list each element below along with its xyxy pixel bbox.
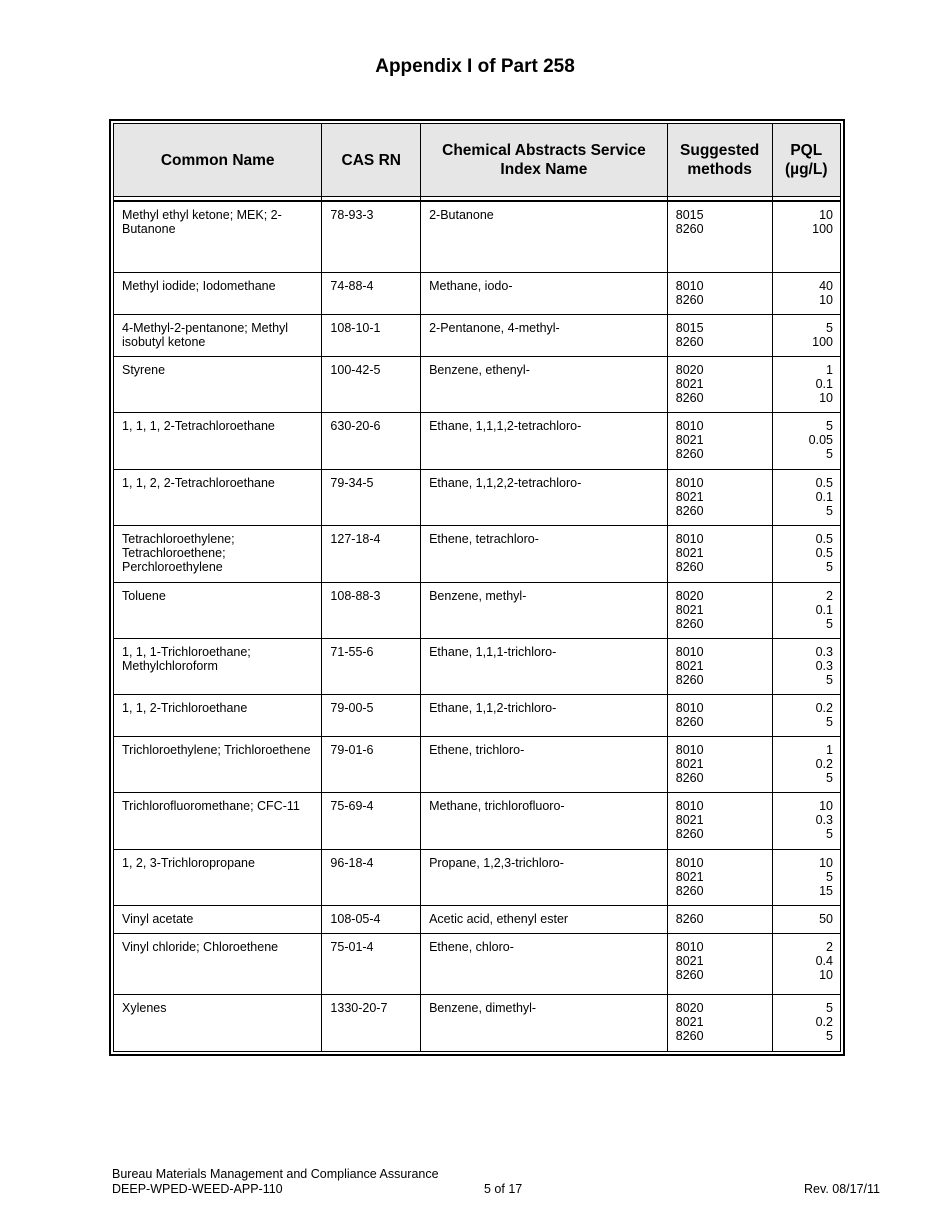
cell-methods-value: 8260: [675, 559, 704, 574]
cell-pql: [772, 314, 841, 356]
cell-methods-value: 8260: [675, 911, 704, 926]
table-row: [114, 356, 841, 412]
cell-methods-value: 8010: [675, 644, 704, 659]
cell-pql-value: 0.3: [815, 658, 833, 673]
cell-methods-value: 8020: [675, 1000, 704, 1015]
cell-index-name: Methane, trichlorofluoro-: [421, 792, 668, 849]
cell-methods: [667, 201, 772, 272]
cell-pql-value: 0.1: [815, 602, 833, 617]
footer-doc-id: DEEP-WPED-WEED-APP-110: [112, 1182, 283, 1196]
cell-pql-value: 5: [826, 1028, 833, 1043]
cell-index-name: Ethane, 1,1,1,2-tetrachloro-: [421, 412, 668, 469]
cell-methods-value: 8015: [675, 320, 704, 335]
cell-index-name: Ethene, chloro-: [421, 933, 668, 994]
cell-index-name: Ethane, 1,1,1-trichloro-: [421, 638, 668, 694]
cell-cas-rn: 75-01-4: [322, 933, 421, 994]
cell-pql-value: 0.5: [815, 531, 833, 546]
cell-index-name: Acetic acid, ethenyl ester: [421, 905, 668, 933]
table-row: [114, 933, 841, 994]
cell-methods-value: 8020: [675, 588, 704, 603]
cell-pql-value: 10: [819, 967, 833, 982]
cell-pql: [772, 272, 841, 314]
cell-common-name: Styrene: [114, 356, 322, 412]
cell-methods-value: 8021: [675, 602, 704, 617]
cell-methods-value: 8260: [675, 770, 704, 785]
cell-methods-value: 8010: [675, 278, 704, 293]
cell-methods-value: 8260: [675, 334, 704, 349]
header-cas-rn: CAS RN: [322, 124, 421, 197]
cell-cas-rn: 79-34-5: [322, 469, 421, 525]
cell-methods-value: 8260: [675, 1028, 704, 1043]
cell-pql-value: 0.2: [815, 1014, 833, 1029]
cell-common-name: Methyl iodide; Iodomethane: [114, 272, 322, 314]
cell-methods-value: 8021: [675, 489, 704, 504]
cell-methods: [667, 356, 772, 412]
cell-cas-rn: 79-01-6: [322, 736, 421, 792]
cell-common-name: Trichloroethylene; Trichloroethene: [114, 736, 322, 792]
cell-pql-value: 10: [819, 390, 833, 405]
cell-index-name: 2-Pentanone, 4-methyl-: [421, 314, 668, 356]
cell-methods: [667, 792, 772, 849]
cell-index-name: Benzene, methyl-: [421, 582, 668, 638]
header-pql: PQL (µg/L): [772, 124, 841, 197]
cell-cas-rn: 630-20-6: [322, 412, 421, 469]
cell-pql-value: 0.2: [815, 756, 833, 771]
cell-methods: [667, 638, 772, 694]
cell-common-name: 1, 1, 2-Trichloroethane: [114, 694, 322, 736]
cell-pql-value: 5: [826, 672, 833, 687]
table-row: [114, 469, 841, 525]
cell-pql-value: 5: [826, 869, 833, 884]
cell-common-name: Vinyl acetate: [114, 905, 322, 933]
cell-cas-rn: 108-10-1: [322, 314, 421, 356]
cell-methods-value: 8260: [675, 446, 704, 461]
table-row: [114, 314, 841, 356]
chemical-table-frame: [109, 119, 845, 1056]
cell-pql: [772, 905, 841, 933]
cell-methods: [667, 905, 772, 933]
cell-cas-rn: 71-55-6: [322, 638, 421, 694]
cell-common-name: Tetrachloroethylene; Tetrachloroethene; Perchloroethylene: [114, 525, 322, 582]
cell-methods-value: 8260: [675, 714, 704, 729]
cell-pql-value: 5: [826, 1000, 833, 1015]
cell-methods: [667, 933, 772, 994]
cell-pql-value: 0.1: [815, 376, 833, 391]
cell-common-name: Vinyl chloride; Chloroethene: [114, 933, 322, 994]
cell-index-name: Ethane, 1,1,2,2-tetrachloro-: [421, 469, 668, 525]
cell-methods-value: 8260: [675, 292, 704, 307]
cell-pql: [772, 694, 841, 736]
cell-methods-value: 8010: [675, 531, 704, 546]
table-header-row: [114, 124, 841, 197]
cell-pql-value: 5: [826, 616, 833, 631]
cell-methods: [667, 994, 772, 1051]
header-methods: Suggested methods: [667, 124, 772, 197]
cell-methods-value: 8260: [675, 967, 704, 982]
cell-common-name: Trichlorofluoromethane; CFC-11: [114, 792, 322, 849]
cell-methods-value: 8020: [675, 362, 704, 377]
cell-methods-value: 8021: [675, 545, 704, 560]
cell-pql: [772, 525, 841, 582]
cell-pql: [772, 638, 841, 694]
cell-pql: [772, 849, 841, 905]
cell-pql: [772, 582, 841, 638]
cell-index-name: Ethane, 1,1,2-trichloro-: [421, 694, 668, 736]
cell-methods-value: 8021: [675, 658, 704, 673]
cell-pql-value: 2: [826, 588, 833, 603]
cell-cas-rn: 96-18-4: [322, 849, 421, 905]
cell-index-name: Methane, iodo-: [421, 272, 668, 314]
cell-methods-value: 8010: [675, 418, 704, 433]
table-row: [114, 736, 841, 792]
cell-methods-value: 8260: [675, 616, 704, 631]
cell-methods-value: 8015: [675, 208, 704, 222]
table-row: [114, 582, 841, 638]
cell-methods: [667, 412, 772, 469]
cell-pql-value: 100: [812, 222, 833, 237]
cell-index-name: 2-Butanone: [421, 201, 668, 272]
cell-pql: [772, 412, 841, 469]
cell-pql-value: 5: [826, 770, 833, 785]
cell-methods: [667, 849, 772, 905]
cell-cas-rn: 100-42-5: [322, 356, 421, 412]
cell-methods: [667, 469, 772, 525]
table-row: [114, 849, 841, 905]
cell-pql-value: 1: [826, 362, 833, 377]
table-row: [114, 525, 841, 582]
cell-cas-rn: 1330-20-7: [322, 994, 421, 1051]
cell-cas-rn: 127-18-4: [322, 525, 421, 582]
table-row: [114, 905, 841, 933]
cell-pql-value: 5: [826, 446, 833, 461]
cell-pql-value: 40: [819, 278, 833, 293]
table-row: [114, 792, 841, 849]
table-row: [114, 272, 841, 314]
header-common-name: Common Name: [114, 124, 322, 197]
cell-cas-rn: 78-93-3: [322, 201, 421, 272]
cell-pql-value: 0.3: [815, 644, 833, 659]
cell-pql-value: 0.05: [808, 432, 833, 447]
cell-methods: [667, 272, 772, 314]
cell-methods: [667, 525, 772, 582]
table-row: [114, 994, 841, 1051]
cell-methods-value: 8021: [675, 756, 704, 771]
cell-pql-value: 100: [812, 334, 833, 349]
cell-common-name: Xylenes: [114, 994, 322, 1051]
table-row: [114, 638, 841, 694]
cell-common-name: 1, 1, 2, 2-Tetrachloroethane: [114, 469, 322, 525]
cell-pql-value: 5: [826, 714, 833, 729]
cell-common-name: 1, 1, 1-Trichloroethane; Methylchloroform: [114, 638, 322, 694]
cell-pql: [772, 201, 841, 272]
cell-common-name: 4-Methyl-2-pentanone; Methyl isobutyl ketone: [114, 314, 322, 356]
cell-index-name: Propane, 1,2,3-trichloro-: [421, 849, 668, 905]
footer-org: Bureau Materials Management and Compliance Assurance: [112, 1167, 439, 1181]
cell-methods-value: 8021: [675, 812, 704, 827]
cell-methods-value: 8021: [675, 376, 704, 391]
cell-methods-value: 8260: [675, 222, 704, 237]
cell-cas-rn: 79-00-5: [322, 694, 421, 736]
cell-methods: [667, 314, 772, 356]
cell-pql-value: 10: [819, 798, 833, 813]
cell-methods-value: 8010: [675, 742, 704, 757]
cell-pql-value: 0.1: [815, 489, 833, 504]
cell-methods-value: 8260: [675, 503, 704, 518]
cell-common-name: Toluene: [114, 582, 322, 638]
cell-methods-value: 8260: [675, 390, 704, 405]
cell-pql-value: 10: [819, 855, 833, 870]
cell-cas-rn: 108-05-4: [322, 905, 421, 933]
cell-pql: [772, 356, 841, 412]
cell-methods-value: 8010: [675, 700, 704, 715]
cell-pql-value: 0.2: [815, 700, 833, 715]
cell-methods: [667, 736, 772, 792]
cell-pql-value: 5: [826, 503, 833, 518]
cell-methods-value: 8260: [675, 672, 704, 687]
cell-pql-value: 0.3: [815, 812, 833, 827]
cell-methods-value: 8260: [675, 883, 704, 898]
cell-common-name: Methyl ethyl ketone; MEK; 2-Butanone: [114, 201, 322, 272]
cell-index-name: Benzene, ethenyl-: [421, 356, 668, 412]
cell-pql-value: 10: [819, 292, 833, 307]
cell-common-name: 1, 1, 1, 2-Tetrachloroethane: [114, 412, 322, 469]
cell-cas-rn: 75-69-4: [322, 792, 421, 849]
cell-pql-value: 2: [826, 939, 833, 954]
cell-pql-value: 5: [826, 559, 833, 574]
cell-methods-value: 8010: [675, 939, 704, 954]
footer-left: [112, 1167, 439, 1197]
cell-methods-value: 8010: [675, 855, 704, 870]
cell-pql-value: 15: [819, 883, 833, 898]
table-row: [114, 201, 841, 272]
cell-methods-value: 8010: [675, 475, 704, 490]
header-index-name: Chemical Abstracts Service Index Name: [421, 124, 668, 197]
cell-pql-value: 0.5: [815, 475, 833, 490]
cell-methods-value: 8021: [675, 953, 704, 968]
cell-pql-value: 50: [819, 911, 833, 926]
cell-pql: [772, 792, 841, 849]
cell-cas-rn: 108-88-3: [322, 582, 421, 638]
cell-methods-value: 8021: [675, 432, 704, 447]
cell-index-name: Ethene, tetrachloro-: [421, 525, 668, 582]
cell-pql-value: 5: [826, 826, 833, 841]
cell-pql-value: 5: [826, 418, 833, 433]
cell-pql-value: 1: [826, 742, 833, 757]
cell-pql-value: 10: [819, 208, 833, 222]
cell-methods: [667, 582, 772, 638]
cell-pql-value: 0.4: [815, 953, 833, 968]
cell-methods-value: 8021: [675, 1014, 704, 1029]
cell-common-name: 1, 2, 3-Trichloropropane: [114, 849, 322, 905]
table-row: [114, 694, 841, 736]
cell-pql: [772, 736, 841, 792]
table-body: [114, 201, 841, 1051]
cell-pql: [772, 994, 841, 1051]
cell-pql: [772, 933, 841, 994]
cell-index-name: Ethene, trichloro-: [421, 736, 668, 792]
cell-pql: [772, 469, 841, 525]
cell-methods-value: 8021: [675, 869, 704, 884]
table-row: [114, 412, 841, 469]
footer-page-number: 5 of 17: [484, 1182, 523, 1196]
cell-index-name: Benzene, dimethyl-: [421, 994, 668, 1051]
page-title: Appendix I of Part 258: [375, 56, 575, 77]
cell-cas-rn: 74-88-4: [322, 272, 421, 314]
cell-methods-value: 8260: [675, 826, 704, 841]
cell-pql-value: 5: [826, 320, 833, 335]
cell-pql-value: 0.5: [815, 545, 833, 560]
footer-revision: Rev. 08/17/11: [804, 1182, 880, 1196]
chemical-table: [113, 123, 841, 1052]
cell-methods-value: 8010: [675, 798, 704, 813]
cell-methods: [667, 694, 772, 736]
